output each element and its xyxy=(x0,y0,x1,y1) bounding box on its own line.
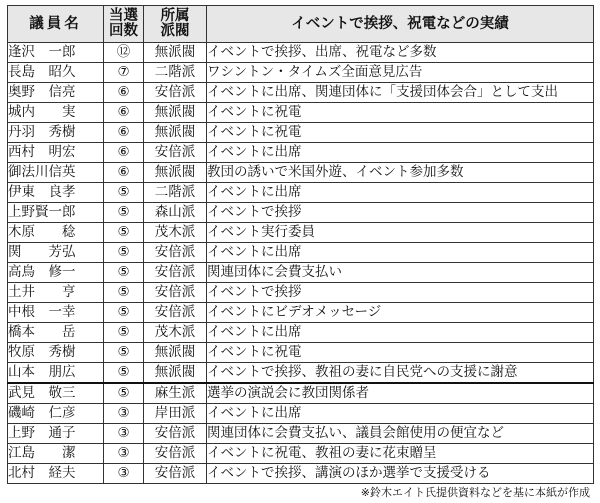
activities: 関連団体に会費支払い、議員会館使用の便宜など xyxy=(207,424,594,444)
activities: イベントに出席 xyxy=(207,143,594,163)
table-row xyxy=(8,343,594,363)
faction: 安倍派 xyxy=(144,283,207,303)
activities: イベントに祝電 xyxy=(207,343,594,363)
activities: イベントに出席 xyxy=(207,183,594,203)
table-row xyxy=(8,323,594,343)
faction: 無派閥 xyxy=(144,103,207,123)
member-name: 奥野 信亮 xyxy=(8,83,104,103)
table-row xyxy=(8,263,594,283)
member-name: 上野賢一郎 xyxy=(8,203,104,223)
faction: 安倍派 xyxy=(144,243,207,263)
faction: 安倍派 xyxy=(144,83,207,103)
election-count: ⑤ xyxy=(104,383,144,404)
election-count: ③ xyxy=(104,444,144,464)
header-row xyxy=(8,6,594,43)
faction: 安倍派 xyxy=(144,464,207,484)
member-name: 土井 亨 xyxy=(8,283,104,303)
faction: 麻生派 xyxy=(144,383,207,404)
election-count: ⑥ xyxy=(104,143,144,163)
table-row xyxy=(8,404,594,424)
faction: 森山派 xyxy=(144,203,207,223)
member-name: 伊東 良孝 xyxy=(8,183,104,203)
table-row xyxy=(8,383,594,404)
member-name: 城内 実 xyxy=(8,103,104,123)
member-name: 磯崎 仁彦 xyxy=(8,404,104,424)
member-name: 江島 潔 xyxy=(8,444,104,464)
member-name: 西村 明宏 xyxy=(8,143,104,163)
table-row xyxy=(8,183,594,203)
table-row xyxy=(8,363,594,384)
election-count: ⑤ xyxy=(104,263,144,283)
table-row xyxy=(8,103,594,123)
table-row xyxy=(8,303,594,323)
header-count: 当選 回数 xyxy=(104,6,144,43)
member-name: 上野 通子 xyxy=(8,424,104,444)
member-name: 橋本 岳 xyxy=(8,323,104,343)
activities: イベントに出席 xyxy=(207,404,594,424)
table-row xyxy=(8,243,594,263)
activities: 教団の誘いで米国外遊、イベント参加多数 xyxy=(207,163,594,183)
table-row xyxy=(8,223,594,243)
faction: 岸田派 xyxy=(144,404,207,424)
table-row xyxy=(8,83,594,103)
activities: ワシントン・タイムズ全面意見広告 xyxy=(207,63,594,83)
table-row xyxy=(8,444,594,464)
faction: 安倍派 xyxy=(144,444,207,464)
table-row xyxy=(8,143,594,163)
activities: イベントで挨拶、出席、祝電など多数 xyxy=(207,43,594,63)
faction: 茂木派 xyxy=(144,223,207,243)
member-name: 山本 朋広 xyxy=(8,363,104,384)
activities: 関連団体に会費支払い xyxy=(207,263,594,283)
election-count: ⑤ xyxy=(104,223,144,243)
member-name: 御法川信英 xyxy=(8,163,104,183)
election-count: ③ xyxy=(104,424,144,444)
faction: 安倍派 xyxy=(144,424,207,444)
election-count: ⑥ xyxy=(104,103,144,123)
activities: イベントに祝電 xyxy=(207,123,594,143)
election-count: ⑤ xyxy=(104,183,144,203)
election-count: ⑤ xyxy=(104,243,144,263)
member-name: 丹羽 秀樹 xyxy=(8,123,104,143)
table-row xyxy=(8,283,594,303)
election-count: ⑥ xyxy=(104,163,144,183)
member-name: 高鳥 修一 xyxy=(8,263,104,283)
header-name: 議員名 xyxy=(8,6,104,43)
member-name: 木原 稔 xyxy=(8,223,104,243)
election-count: ⑤ xyxy=(104,303,144,323)
member-name: 北村 経夫 xyxy=(8,464,104,484)
activities: イベントで挨拶 xyxy=(207,283,594,303)
table-row xyxy=(8,123,594,143)
source-footnote: ※鈴木エイト氏提供資料などを基に本紙が作成 xyxy=(360,486,590,499)
election-count: ⑦ xyxy=(104,63,144,83)
table-row xyxy=(8,203,594,223)
faction: 無派閥 xyxy=(144,363,207,384)
activities: イベントで挨拶 xyxy=(207,203,594,223)
faction: 無派閥 xyxy=(144,163,207,183)
election-count: ⑤ xyxy=(104,363,144,384)
activities: イベントで挨拶、教祖の妻に自民党への支援に謝意 xyxy=(207,363,594,384)
faction: 茂木派 xyxy=(144,323,207,343)
faction: 安倍派 xyxy=(144,143,207,163)
election-count: ⑥ xyxy=(104,123,144,143)
election-count: ③ xyxy=(104,464,144,484)
legislator-table xyxy=(7,5,594,484)
faction: 無派閥 xyxy=(144,343,207,363)
faction: 無派閥 xyxy=(144,43,207,63)
election-count: ⑤ xyxy=(104,203,144,223)
table-row xyxy=(8,464,594,484)
election-count: ⑤ xyxy=(104,343,144,363)
member-name: 牧原 秀樹 xyxy=(8,343,104,363)
faction: 二階派 xyxy=(144,63,207,83)
faction: 無派閥 xyxy=(144,123,207,143)
table-row xyxy=(8,43,594,63)
activities: イベント実行委員 xyxy=(207,223,594,243)
activities: イベントに出席 xyxy=(207,323,594,343)
table-row xyxy=(8,63,594,83)
activities: イベントに祝電 xyxy=(207,103,594,123)
activities: イベントで挨拶、講演のほか選挙で支援受ける xyxy=(207,464,594,484)
table-row xyxy=(8,424,594,444)
activities: イベントにビデオメッセージ xyxy=(207,303,594,323)
faction: 安倍派 xyxy=(144,263,207,283)
election-count: ⑫ xyxy=(104,43,144,63)
header-faction: 所属 派閥 xyxy=(144,6,207,43)
election-count: ③ xyxy=(104,404,144,424)
activities: イベントに祝電、教祖の妻に花束贈呈 xyxy=(207,444,594,464)
activities: イベントに出席、関連団体に「支援団体会合」として支出 xyxy=(207,83,594,103)
header-activities: イベントで挨拶、祝電などの実績 xyxy=(207,6,594,43)
member-name: 関 芳弘 xyxy=(8,243,104,263)
member-name: 長島 昭久 xyxy=(8,63,104,83)
election-count: ⑤ xyxy=(104,323,144,343)
member-name: 逢沢 一郎 xyxy=(8,43,104,63)
faction: 二階派 xyxy=(144,183,207,203)
election-count: ⑤ xyxy=(104,283,144,303)
election-count: ⑥ xyxy=(104,83,144,103)
table-row xyxy=(8,163,594,183)
faction: 安倍派 xyxy=(144,303,207,323)
member-name: 武見 敬三 xyxy=(8,383,104,404)
activities: イベントに出席 xyxy=(207,243,594,263)
member-name: 中根 一幸 xyxy=(8,303,104,323)
activities: 選挙の演説会に教団関係者 xyxy=(207,383,594,404)
